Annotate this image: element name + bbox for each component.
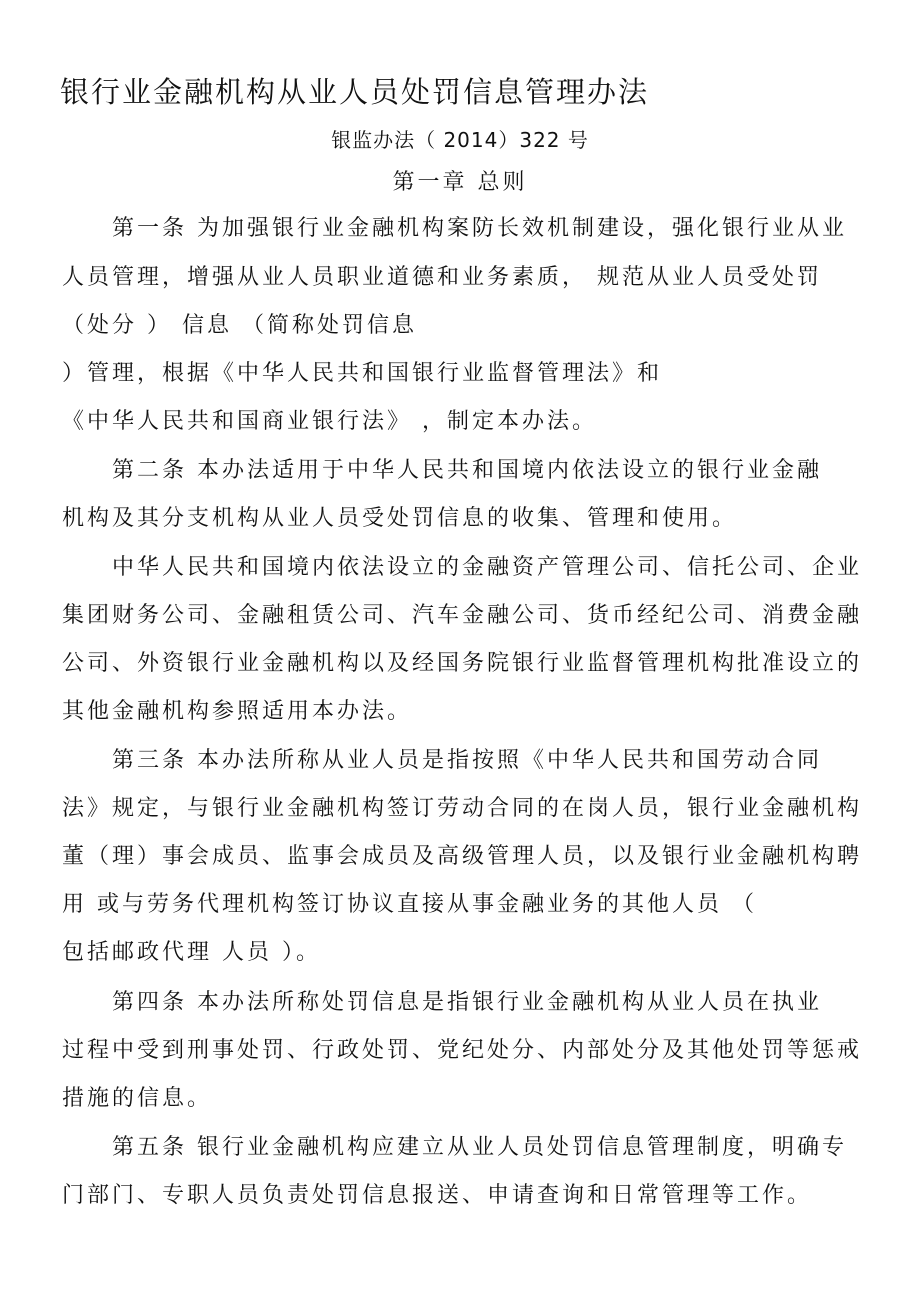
article-3-line-5: 包括邮政代理 人员 ）。 [62,940,321,965]
article-1-line-5: 《中华人民共和国商业银行法》 ，制定本办法。 [62,409,597,434]
article-2-para-2-line-1: 中华人民共和国境内依法设立的金融资产管理公司、信托公司、企业 [112,555,863,580]
article-2-para-2-line-3: 公司、外资银行业金融机构以及经国务院银行业监督管理机构批准设立的 [62,651,863,676]
article-2-line-1: 第二条 本办法适用于中华人民共和国境内依法设立的银行业金融 [112,458,822,483]
article-1-line-2: 人员管理，增强从业人员职业道德和业务素质， 规范从业人员受处罚 [62,265,822,290]
article-1-line-3: （处分 ） 信息 （简称处罚信息 [62,313,417,338]
article-3-line-2: 法》规定，与银行业金融机构签订劳动合同的在岗人员，银行业金融机构 [62,796,863,821]
document-number: 银监办法（ 2014）322 号 [331,128,589,152]
article-3-line-3: 董（理）事会成员、监事会成员及高级管理人员，以及银行业金融机构聘 [62,844,863,869]
article-2-line-2: 机构及其分支机构从业人员受处罚信息的收集、管理和使用。 [62,506,738,531]
article-5-line-1: 第五条 银行业金融机构应建立从业人员处罚信息管理制度，明确专 [112,1135,847,1160]
article-2-para-2-line-4: 其他金融机构参照适用本办法。 [62,699,413,724]
article-4-line-3: 措施的信息。 [62,1086,213,1111]
article-1-line-1: 第一条 为加强银行业金融机构案防长效机制建设，强化银行业从业 [112,216,847,241]
chapter-heading: 第一章 总则 [392,170,528,195]
article-5-line-2: 门部门、专职人员负责处罚信息报送、申请查询和日常管理等工作。 [62,1183,813,1208]
document-title: 银行业金融机构从业人员处罚信息管理办法 [60,75,650,109]
article-4-line-2: 过程中受到刑事处罚、行政处罚、党纪处分、内部处分及其他处罚等惩戒 [62,1038,863,1063]
article-3-line-4: 用 或与劳务代理机构签订协议直接从事金融业务的其他人员 （ [62,892,757,917]
article-3-line-1: 第三条 本办法所称从业人员是指按照《中华人民共和国劳动合同 [112,748,822,773]
article-2-para-2-line-2: 集团财务公司、金融租赁公司、汽车金融公司、货币经纪公司、消费金融 [62,603,863,628]
article-4-line-1: 第四条 本办法所称处罚信息是指银行业金融机构从业人员在执业 [112,990,822,1015]
article-1-line-4: ）管理，根据《中华人民共和国银行业监督管理法》和 [62,361,663,386]
